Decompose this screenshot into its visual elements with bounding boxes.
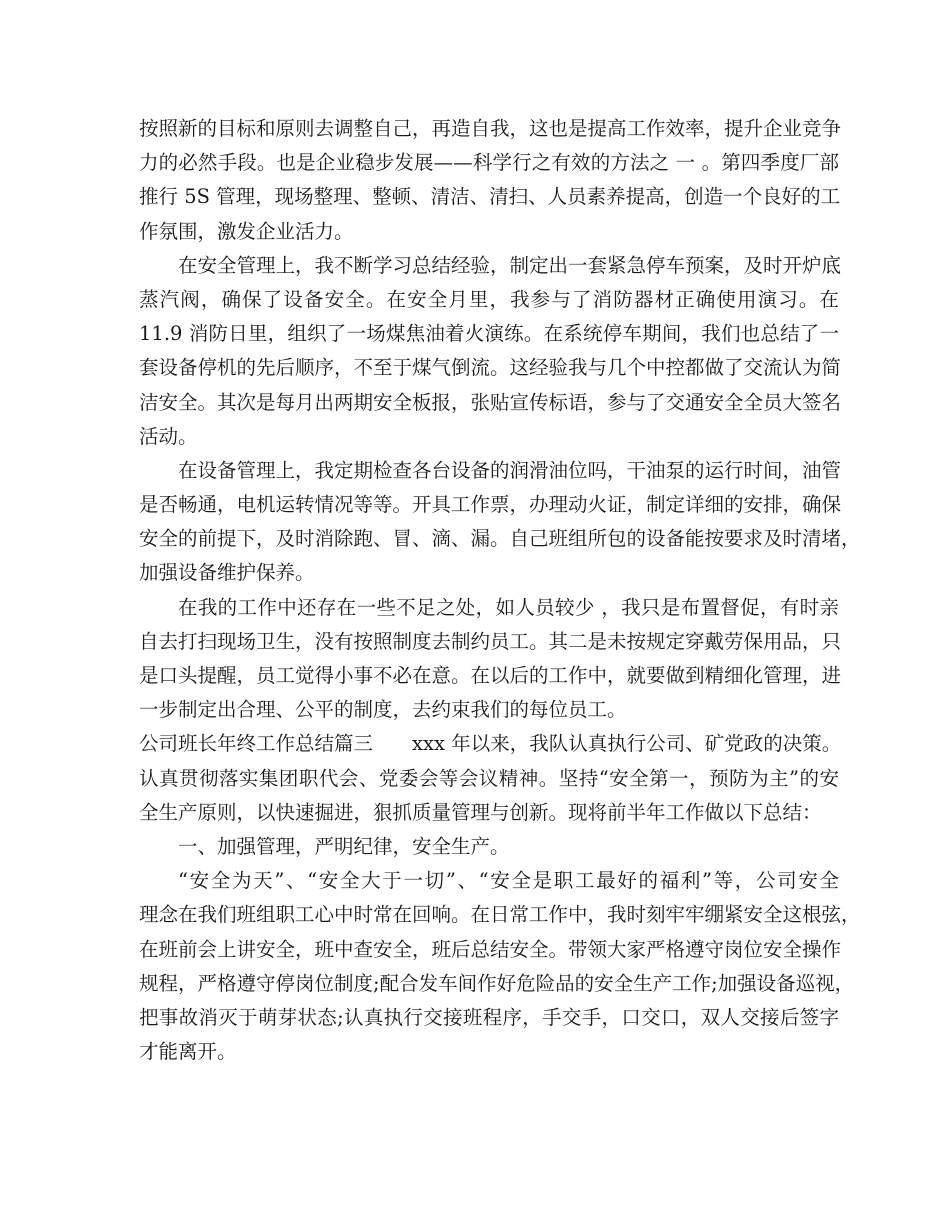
text-line: 在班前会上讲安全，班中查安全，班后总结安全。带领大家严格遵守岗位安全操作 [139,937,842,961]
text-line: 全生产原则，以快速掘进，狠抓质量管理与创新。现将前半年工作做以下总结： [139,800,822,824]
text-line: 一步制定出合理、公平的制度，去约束我们的每位员工。 [139,698,627,722]
text-line: 在设备管理上，我定期检查各台设备的润滑油位吗，干油泵的运行时间，油管 [178,458,842,482]
text-line: 蒸汽阀，确保了设备安全。在安全月里，我参与了消防器材正确使用演习。在 [139,287,839,311]
text-line: 力的必然手段。也是企业稳步发展——科学行之有效的方法之 一 。第四季度厂部 [139,151,839,175]
text-line: 作氛围，激发企业活力。 [139,219,354,243]
text-line: 是口头提醒，员工觉得小事不必在意。在以后的工作中，就要做到精细化管理，进 [139,664,842,687]
text-line: 11.9 消防日里，组织了一场煤焦油着火演练。在系统停车期间，我们也总结了一 [139,322,839,346]
text-line: 才能离开。 [139,1040,237,1064]
text-line: 加强设备维护保养。 [139,561,315,585]
text-line: 规程，严格遵守停岗位制度;配合发车间作好危险品的安全生产工作;加强设备巡视， [139,971,855,995]
text-line: 活动。 [139,424,198,448]
text-line: 公司班长年终工作总结篇三 xxx 年以来，我队认真执行公司、矿党政的决策。 [139,732,842,756]
text-line: 认真贯彻落实集团职代会、党委会等会议精神。坚持“安全第一，预防为主”的安 [139,766,839,790]
text-line: 推行 5S 管理，现场整理、整顿、清洁、清扫、人员素养提高，创造一个良好的工 [139,185,841,209]
text-line: 自去打扫现场卫生，没有按照制度去制约员工。其二是未按规定穿戴劳保用品，只 [139,629,842,653]
text-line: 在我的工作中还存在一些不足之处，如人员较少 ，我只是布置督促，有时亲 [178,595,839,619]
text-line: 套设备停机的先后顺序，不至于煤气倒流。这经验我与几个中控都做了交流认为简 [139,356,842,380]
text-line: 按照新的目标和原则去调整自己，再造自我，这也是提高工作效率，提升企业竞争 [139,117,842,140]
text-line: 理念在我们班组职工心中时常在回响。在日常工作中，我时刻牢牢绷紧安全这根弦， [139,903,861,927]
document-body [139,112,861,1069]
text-line: 在安全管理上，我不断学习总结经验，制定出一套紧急停车预案，及时开炉底 [178,253,842,277]
text-line: 一、加强管理，严明纪律，安全生产。 [178,834,510,858]
text-line: 安全的前提下，及时消除跑、冒、滴、漏。自己班组所包的设备能按要求及时清堵， [139,527,861,551]
text-line: 洁安全。其次是每月出两期安全板报，张贴宣传标语，参与了交通安全全员大签名 [139,390,842,414]
text-line: 把事故消灭于萌芽状态;认真执行交接班程序，手交手，口交口，双人交接后签字 [139,1005,839,1029]
text-line: “安全为天”、“安全大于一切”、“安全是职工最好的福利”等，公司安全 [178,869,839,893]
text-line: 是否畅通，电机运转情况等等。开具工作票，办理动火证，制定详细的安排，确保 [139,493,842,517]
